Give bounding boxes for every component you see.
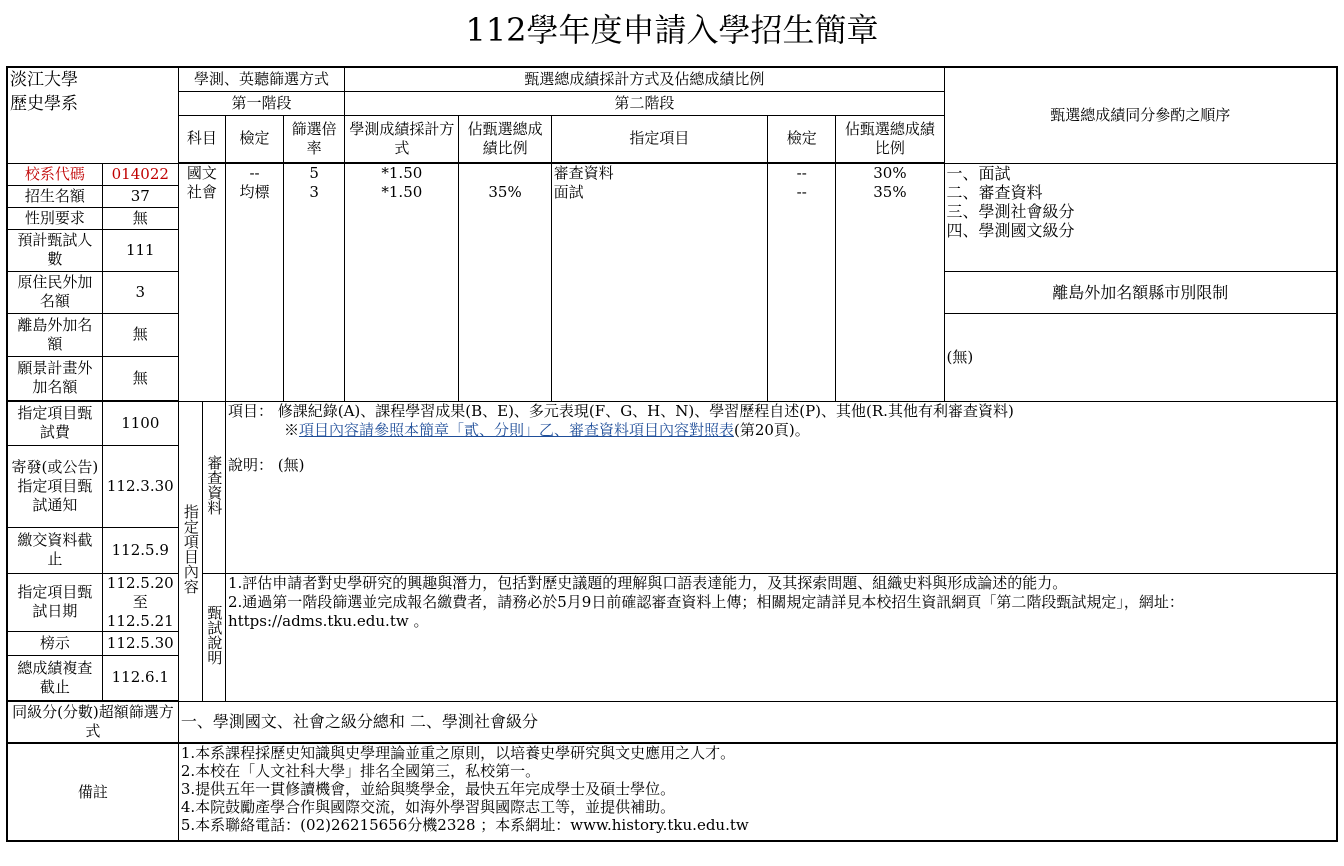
review-content: [225, 401, 1337, 573]
gender-label: 性別要求: [7, 207, 102, 229]
remark-line: 4.本院鼓勵產學合作與國際交流，如海外學習與國際志工等，並提供補助。: [180, 798, 676, 816]
quota-label: 招生名額: [7, 185, 102, 207]
remark-line: 5.本系聯絡電話：(02)26215656分機2328 ；本系網址：www.history.tku.edu.tw: [180, 816, 749, 834]
ratio2-header: 佔甄選總成績比例: [836, 115, 944, 163]
indigenous-label: 原住民外加名額: [7, 271, 102, 313]
review-note: ※項目內容請參照本簡章「貳、分則」乙、審查資料項目內容對照表(第20頁)。: [283, 420, 810, 439]
review-label: 審查資料: [202, 401, 225, 573]
island-value: 無: [102, 313, 178, 356]
stage2-header: 第二階段: [345, 91, 944, 115]
check2-header: 檢定: [768, 115, 836, 163]
upload-label: 繳交資料截止: [7, 527, 102, 573]
fee-label: 指定項目甄試費: [7, 401, 102, 445]
stage1-header: 第一階段: [178, 91, 344, 115]
island-limit-value: (無): [944, 313, 1337, 401]
review-items: 項目： 修課紀錄(A)、課程學習成果(B、E)、多元表現(F、G、H、N)、學習歷程自述(P)、其他(R.其他有利審查資料): [227, 401, 1014, 420]
stage1-checks: -- 均標: [225, 163, 283, 401]
indigenous-value: 3: [102, 271, 178, 313]
recheck-value: 112.6.1: [102, 655, 178, 701]
remarks-label: 備註: [7, 743, 178, 841]
interview-count-label: 預計甄試人數: [7, 229, 102, 271]
remark-line: 2.本校在「人文社科大學」排名全國第三，私校第一。: [180, 762, 541, 780]
notice-value: 112.3.30: [102, 445, 178, 527]
stage2-scores: *1.50 *1.50: [345, 163, 459, 401]
ratio-header: 佔甄選總成績比例: [459, 115, 551, 163]
gender-value: 無: [102, 207, 178, 229]
fee-value: 1100: [102, 401, 178, 445]
items-header: 指定項目: [551, 115, 767, 163]
stage1-subjects: 國文 社會: [178, 163, 225, 401]
interview-line-1: 1.評估申請者對史學研究的興趣與潛力，包括對歷史議題的理解與口語表達能力，及其探索問題、組織史料與形成論述的能力。: [227, 573, 1068, 592]
order-header: 甄選總成績同分參酌之順序: [944, 67, 1337, 163]
tie-value: 一、學測國文、社會之級分總和 二、學測社會級分: [178, 701, 1337, 743]
recheck-label: 總成績複查截止: [7, 655, 102, 701]
stage2-items: 審查資料 面試: [551, 163, 767, 401]
vision-label: 願景計畫外加名額: [7, 356, 102, 401]
interview-desc: [225, 573, 1337, 701]
interview-line-3: https://adms.tku.edu.tw 。: [227, 611, 429, 630]
stage2-ratios: 30% 35%: [836, 163, 944, 401]
interview-line-2: 2.通過第一階段篩選並完成報名繳費者，請務必於5月9日前確認審查資料上傳；相關規定請詳見本校招生資訊網頁「第二階段甄試規定」，網址：: [227, 592, 1184, 611]
remarks-content: [178, 743, 1337, 841]
subject-header: 科目: [178, 115, 225, 163]
multiplier-header: 篩選倍率: [284, 115, 345, 163]
university-name: 淡江大學: [10, 70, 78, 90]
stage2-checks: -- --: [768, 163, 836, 401]
screening-method-header: 甄選總成績採計方式及佔總成績比例: [345, 67, 944, 91]
check-header: 檢定: [225, 115, 283, 163]
score-method-header: 學測成績採計方式: [345, 115, 459, 163]
stage1-method-header: 學測、英聽篩選方式: [178, 67, 344, 91]
code-label: 校系代碼: [7, 163, 102, 185]
admission-table: [6, 66, 1338, 842]
review-desc: 說明： (無): [227, 455, 305, 474]
remark-line: 3.提供五年一貫修讀機會，並給與獎學金，最快五年完成學士及碩士學位。: [180, 780, 676, 798]
quota-value: 37: [102, 185, 178, 207]
interview-count-value: 111: [102, 229, 178, 271]
school-cell: [7, 67, 178, 163]
review-link[interactable]: 項目內容請參照本簡章「貳、分則」乙、審查資料項目內容對照表: [298, 420, 734, 439]
island-label: 離島外加名額: [7, 313, 102, 356]
release-value: 112.5.30: [102, 631, 178, 655]
date-value: 112.5.20 至 112.5.21: [102, 573, 178, 631]
interview-desc-label: 甄試說明: [202, 573, 225, 701]
vision-value: 無: [102, 356, 178, 401]
designated-label: 指定項目內容: [178, 401, 202, 701]
code-value: 014022: [102, 163, 178, 185]
date-label: 指定項目甄試日期: [7, 573, 102, 631]
stage1-multipliers: 5 3: [284, 163, 345, 401]
notice-label: 寄發(或公告)指定項目甄試通知: [7, 445, 102, 527]
page-title: 112學年度申請入學招生簡章: [465, 11, 879, 49]
tie-label: 同級分(分數)超額篩選方式: [7, 701, 178, 743]
remark-line: 1.本系課程採歷史知識與史學理論並重之原則，以培養史學研究與文史應用之人才。: [180, 744, 736, 762]
order-list: 一、面試 二、審查資料 三、學測社會級分 四、學測國文級分: [944, 163, 1337, 271]
department-name: 歷史學系: [10, 94, 78, 114]
island-limit-label: 離島外加名額縣市別限制: [944, 271, 1337, 313]
stage2-score-ratio: 35%: [459, 163, 551, 401]
upload-value: 112.5.9: [102, 527, 178, 573]
release-label: 榜示: [7, 631, 102, 655]
